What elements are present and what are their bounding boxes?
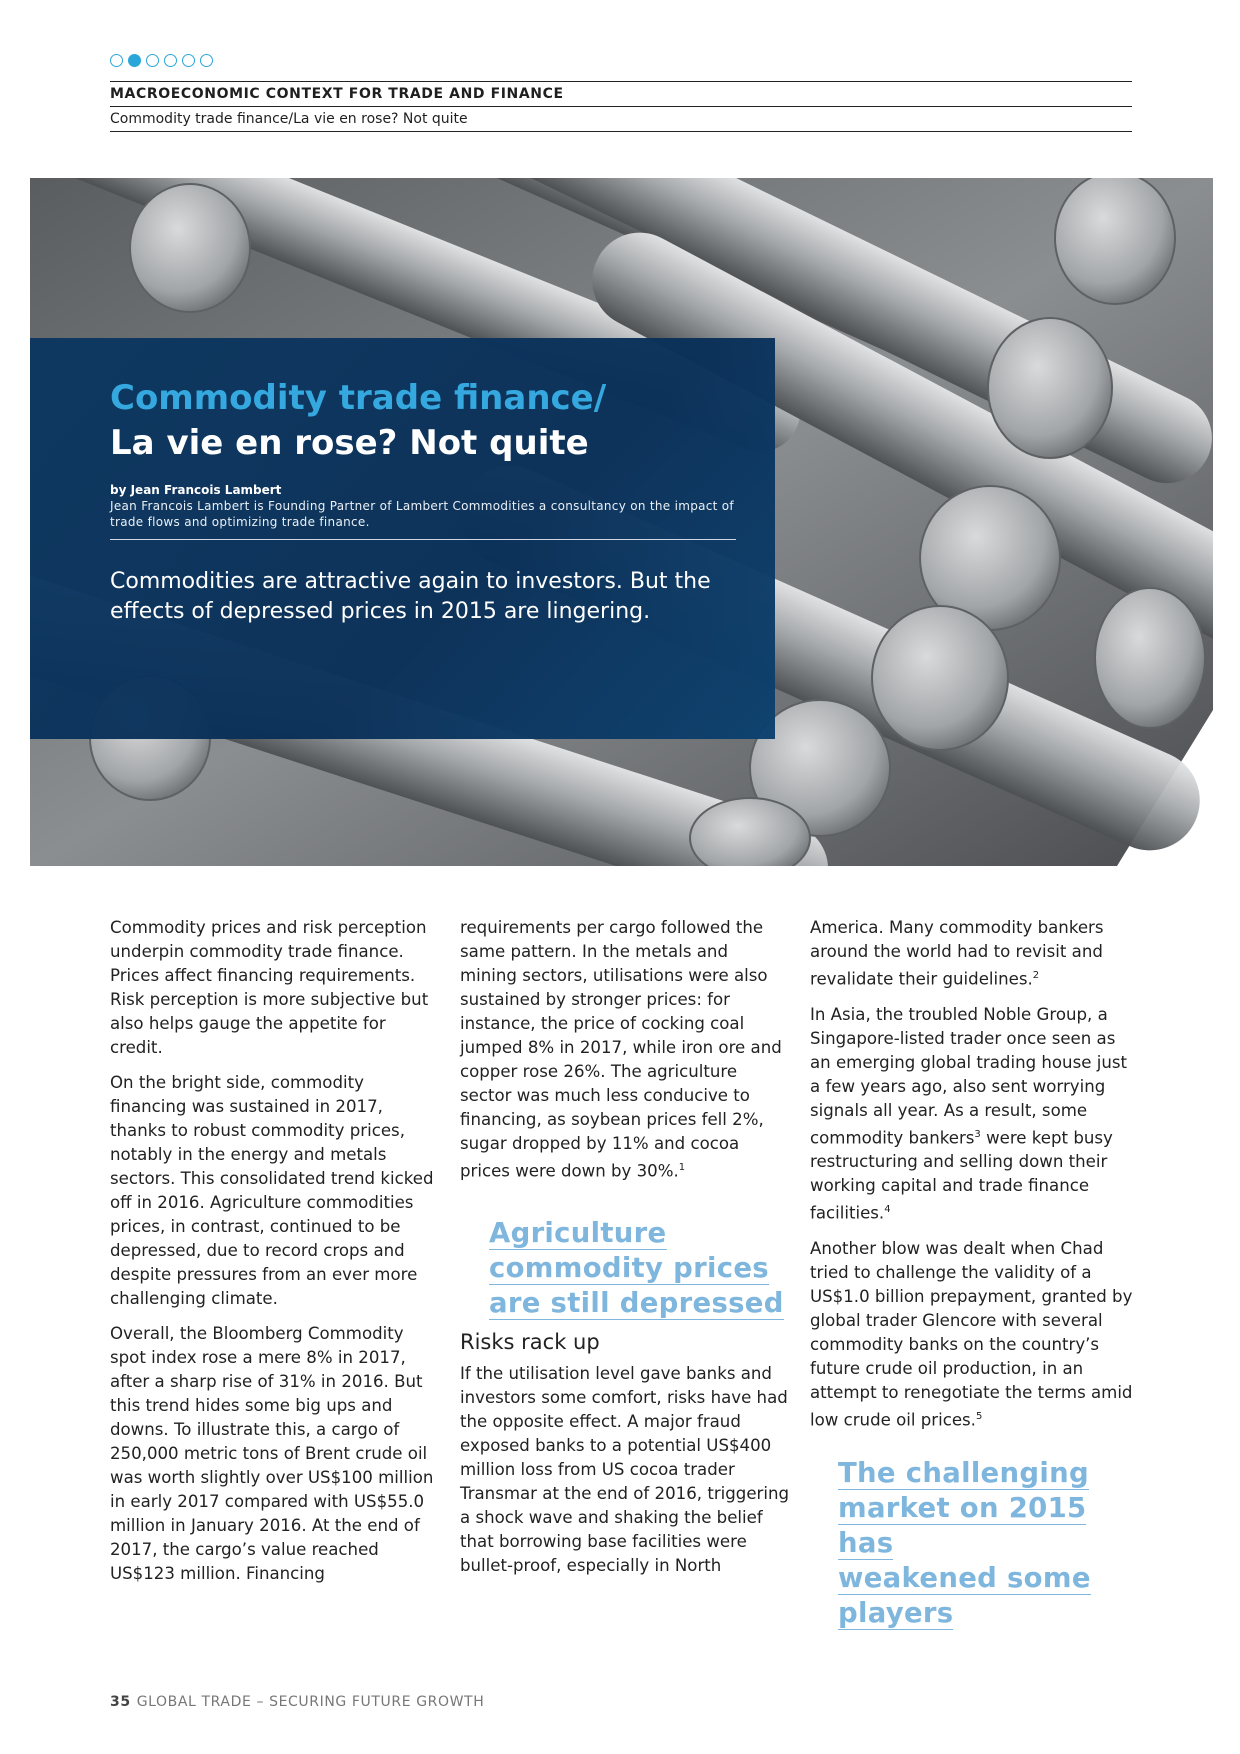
author-byline: by Jean Francois Lambert xyxy=(110,483,282,497)
paragraph: If the utilisation level gave banks and investors some comfort, risks have had the opposite effect. A major fraud exposed banks to a potential US$400 million loss from US cocoa trader Transmar at the end of 2016, triggering a shock wave and shaking the belief that borrowing base facilities were bullet-proof, especially in North xyxy=(460,1363,790,1575)
progress-dot-current xyxy=(128,54,141,67)
headline-line2: La vie en rose? Not quite xyxy=(110,423,589,463)
progress-dot xyxy=(200,54,213,67)
pullquote-line: weakened some xyxy=(838,1562,1091,1594)
paragraph-text: Another blow was dealt when Chad tried to challenge the validity of a US$1.0 billion prepayment, granted by global trader Glencore with several commodity banks on the country’s future crude oil production, in an attempt to renegotiate the terms amid low crude oil prices. xyxy=(810,1238,1133,1430)
progress-dot xyxy=(164,54,177,67)
pullquote-2 xyxy=(838,1456,1138,1631)
header-rule xyxy=(110,131,1132,132)
progress-dot xyxy=(182,54,195,67)
breadcrumb: Commodity trade finance/La vie en rose? Not quite xyxy=(110,111,468,127)
paragraph: Overall, the Bloomberg Commodity spot index rose a mere 8% in 2017, after a sharp rise of 31% in 2016. But this trend hides some big ups and downs. To illustrate this, a cargo of 250,000 metric tons of Brent crude oil was worth slightly over US$100 million in early 2017 compared with US$55.0 million in January 2016. At the end of 2017, the cargo’s value reached US$123 million. Financing xyxy=(110,1324,434,1583)
footnote-ref[interactable]: 5 xyxy=(975,1410,983,1422)
section-title: MACROECONOMIC CONTEXT FOR TRADE AND FINANCE xyxy=(110,86,564,102)
publication-title: GLOBAL TRADE – SECURING FUTURE GROWTH xyxy=(136,1694,485,1710)
headline-line1: Commodity trade finance/ xyxy=(110,378,607,418)
paragraph: Commodity prices and risk perception underpin commodity trade finance. Prices affect financing requirements. Risk perception is more subjective but also helps gauge the appetite for credit. xyxy=(110,918,429,1057)
pullquote-line: are still depressed xyxy=(489,1287,784,1319)
pullquote-line: market on 2015 has xyxy=(838,1492,1087,1559)
paragraph xyxy=(460,916,790,1184)
footnote-ref[interactable]: 2 xyxy=(1032,970,1040,981)
pullquote-line: players xyxy=(838,1597,954,1629)
paragraph: On the bright side, commodity financing was sustained in 2017, thanks to robust commodity prices, notably in the energy and metals sectors. This consolidated trend kicked off in 2016. Agriculture commodities prices, in contrast, continued to be depressed, due to record crops and despite pressures from an ever more challenging climate. xyxy=(110,1073,434,1308)
paragraph xyxy=(810,1003,1136,1226)
paragraph xyxy=(810,1237,1136,1433)
author-bio: Jean Francois Lambert is Founding Partner of Lambert Commodities a consultancy on the impact of trade flows and optimizing trade finance. xyxy=(110,499,734,529)
body-column-3 xyxy=(810,916,1136,1443)
page-number: 35 xyxy=(110,1694,131,1710)
progress-dot xyxy=(146,54,159,67)
body-column-1 xyxy=(110,916,440,1597)
footnote-ref[interactable]: 4 xyxy=(884,1204,891,1216)
page-footer xyxy=(110,1694,484,1710)
pullquote-1 xyxy=(489,1216,789,1321)
panel-divider xyxy=(110,539,736,540)
paragraph-text: In Asia, the troubled Noble Group, a Singapore-listed trader once seen as an emerging global trading house just a few years ago, also sent worrying signals all year. As a result, some commodity bankers xyxy=(810,1004,1127,1148)
progress-dot xyxy=(110,54,123,67)
paragraph-text: America. Many commodity bankers around the world had to revisit and revalidate their guidelines. xyxy=(810,918,1104,989)
footnote-ref[interactable]: 1 xyxy=(678,1162,686,1173)
footnote-ref[interactable]: 3 xyxy=(974,1128,981,1140)
paragraph-text: requirements per cargo followed the same pattern. In the metals and mining sectors, utilisations were also sustained by stronger prices: for instance, the price of cocking coal jumped 8% in 2017, while iron ore and copper rose 26%. The agriculture sector was much less conducive to financing, as soybean prices fell 2%, sugar dropped by 11% and cocoa prices were down by 30%. xyxy=(460,918,782,1181)
header-rule xyxy=(110,81,1132,82)
paragraph-text: were kept busy restructuring and selling down their working capital and trade finance facilities. xyxy=(810,1128,1113,1223)
subheading: Risks rack up xyxy=(460,1329,600,1354)
intro-standfirst: Commodities are attractive again to investors. But the effects of depressed prices in 2015 are lingering. xyxy=(110,569,711,624)
header-rule xyxy=(110,106,1132,107)
progress-dots xyxy=(110,54,213,67)
pullquote-line: The challenging xyxy=(838,1457,1089,1489)
pullquote-line: Agriculture xyxy=(489,1217,667,1249)
paragraph xyxy=(810,916,1136,992)
pullquote-line: commodity prices xyxy=(489,1252,769,1284)
